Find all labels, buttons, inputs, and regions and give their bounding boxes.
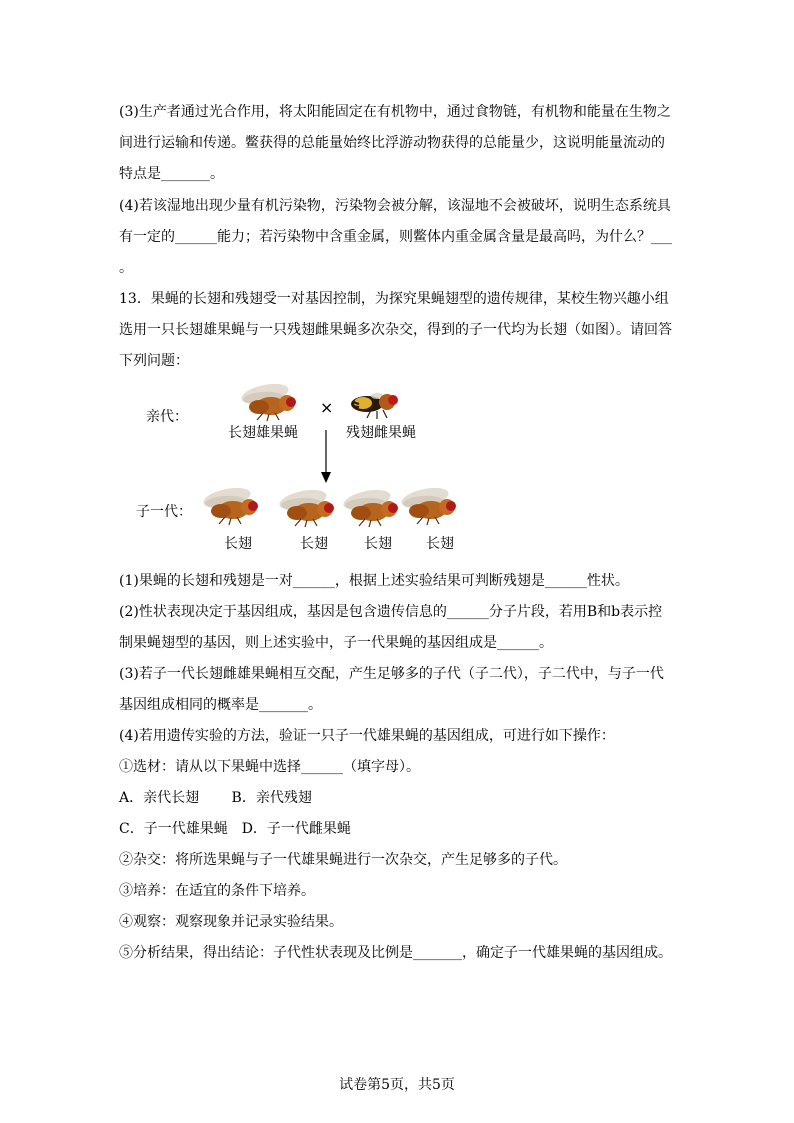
q13-step2: ②杂交：将所选果蝇与子一代雄果蝇进行一次杂交，产生足够多的子代。 [119, 852, 567, 868]
q13-step4: ④观察：观察现象并记录实验结果。 [119, 914, 343, 930]
offspring-label-4: 长翅 [426, 536, 454, 552]
q13-step1: ①选材：请从以下果蝇中选择______（填字母）。 [119, 759, 420, 775]
parent-male-label: 长翅雄果蝇 [228, 425, 298, 441]
q13-sub4-intro: (4)若用遗传实验的方法，验证一只子一代雄果蝇的基因组成，可进行如下操作： [119, 728, 615, 744]
cross-diagram [130, 382, 490, 562]
q12-part3-line3: 特点是_______。 [119, 166, 224, 182]
q13-intro-line2: 选用一只长翅雄果蝇与一只残翅雌果蝇多次杂交，得到的子一代均为长翅（如图）。请回答 [119, 322, 672, 338]
page-footer: 试卷第5页，共5页 [339, 1077, 455, 1093]
parent-female-label: 残翅雌果蝇 [346, 425, 416, 441]
offspring-label-2: 长翅 [300, 536, 328, 552]
q13-sub3-line2: 基因组成相同的概率是_______。 [119, 697, 322, 713]
q13-sub3-line1: (3)若子一代长翅雌雄果蝇相互交配，产生足够多的子代（子二代），子二代中，与子一代 [119, 666, 664, 682]
offspring-fly-image-2 [272, 488, 344, 528]
cross-symbol: × [320, 398, 334, 417]
vestigial-wing-female-fly-image [340, 382, 412, 422]
q12-part4-line3: 。 [119, 260, 133, 276]
q13-sub1: (1)果蝇的长翅和残翅是一对______，根据上述实验结果可判断残翅是______性状。 [119, 573, 629, 589]
q13-intro-line3: 下列问题： [119, 353, 189, 369]
offspring-label-3: 长翅 [364, 536, 392, 552]
q13-intro-line1: 13．果蝇的长翅和残翅受一对基因控制，为探究果蝇翅型的遗传规律，某校生物兴趣小组 [119, 291, 669, 307]
parent-generation-label: 亲代： [146, 409, 188, 425]
q12-part4-line1: (4)若该湿地出现少量有机污染物，污染物会被分解，该湿地不会被破坏，说明生态系统具 [119, 198, 671, 214]
offspring-fly-image-1 [196, 486, 268, 526]
q12-part4-line2: 有一定的______能力；若污染物中含重金属，则鳖体内重金属含量是最高吗，为什么？___ [119, 229, 672, 245]
q12-part3-line1: (3)生产者通过光合作用，将太阳能固定在有机物中，通过食物链，有机物和能量在生物之 [119, 104, 671, 120]
long-wing-male-fly-image [234, 382, 306, 422]
q13-options-ab: A．亲代长翅 B．亲代残翅 [119, 790, 312, 806]
offspring-fly-image-4 [394, 486, 466, 526]
q13-sub2-line2: 制果蝇翅型的基因，则上述实验中，子一代果蝇的基因组成是______。 [119, 635, 553, 651]
offspring-generation-label: 子一代： [136, 504, 192, 520]
q13-step5: ⑤分析结果，得出结论：子代性状表现及比例是_______，确定子一代雄果蝇的基因组成。 [119, 945, 672, 961]
q12-part3-line2: 间进行运输和传递。鳖获得的总能量始终比浮游动物获得的总能量少，这说明能量流动的 [119, 135, 665, 151]
q13-sub2-line1: (2)性状表现决定于基因组成，基因是包含遗传信息的______分子片段，若用B和b表示控 [119, 604, 663, 620]
q13-options-cd: C．子一代雄果蝇 D．子一代雌果蝇 [119, 821, 351, 837]
q13-step3: ③培养：在适宜的条件下培养。 [119, 883, 315, 899]
offspring-label-1: 长翅 [224, 536, 252, 552]
down-arrow-icon [320, 430, 332, 484]
